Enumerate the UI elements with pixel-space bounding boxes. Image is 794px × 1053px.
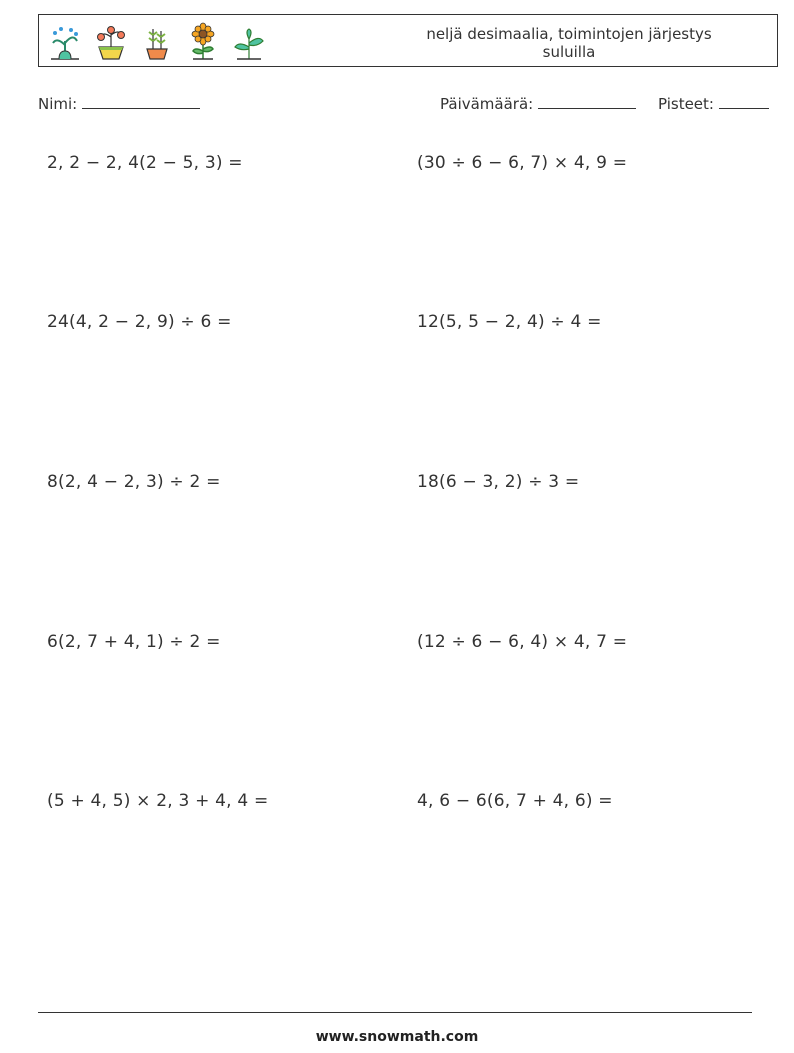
- score-line[interactable]: [719, 94, 769, 109]
- problem-7: 6(2, 7 + 4, 1) ÷ 2 =: [47, 632, 221, 652]
- worksheet-title: neljä desimaalia, toimintojen järjestys suluilla: [426, 25, 712, 61]
- date-line[interactable]: [538, 94, 636, 109]
- problem-6: 18(6 − 3, 2) ÷ 3 =: [417, 472, 580, 492]
- score-label: Pisteet:: [658, 95, 714, 113]
- problem-5: 8(2, 4 − 2, 3) ÷ 2 =: [47, 472, 221, 492]
- problem-9: (5 + 4, 5) × 2, 3 + 4, 4 =: [47, 791, 269, 811]
- problem-3: 24(4, 2 − 2, 9) ÷ 6 =: [47, 312, 232, 332]
- decorative-icons: [45, 21, 269, 63]
- date-field: [440, 94, 636, 113]
- footer-divider: [38, 1012, 752, 1013]
- sunflower-icon: [183, 21, 223, 63]
- score-field: [658, 94, 769, 113]
- date-label: Päivämäärä:: [440, 95, 534, 113]
- problem-8: (12 ÷ 6 − 6, 4) × 4, 7 =: [417, 632, 628, 652]
- name-label: Nimi:: [38, 95, 78, 113]
- worksheet-header: [38, 14, 778, 67]
- footer-site-link[interactable]: www.snowmath.com: [315, 1029, 479, 1045]
- name-field: [38, 94, 200, 113]
- name-line[interactable]: [82, 94, 200, 109]
- problem-1: 2, 2 − 2, 4(2 − 5, 3) =: [47, 153, 243, 173]
- problem-10: 4, 6 − 6(6, 7 + 4, 6) =: [417, 791, 613, 811]
- sprout-icon: [229, 21, 269, 63]
- potted-plant-icon: [137, 21, 177, 63]
- flower-pot-icon: [91, 21, 131, 63]
- problem-4: 12(5, 5 − 2, 4) ÷ 4 =: [417, 312, 602, 332]
- problem-2: (30 ÷ 6 − 6, 7) × 4, 9 =: [417, 153, 628, 173]
- plant-icon: [45, 21, 85, 63]
